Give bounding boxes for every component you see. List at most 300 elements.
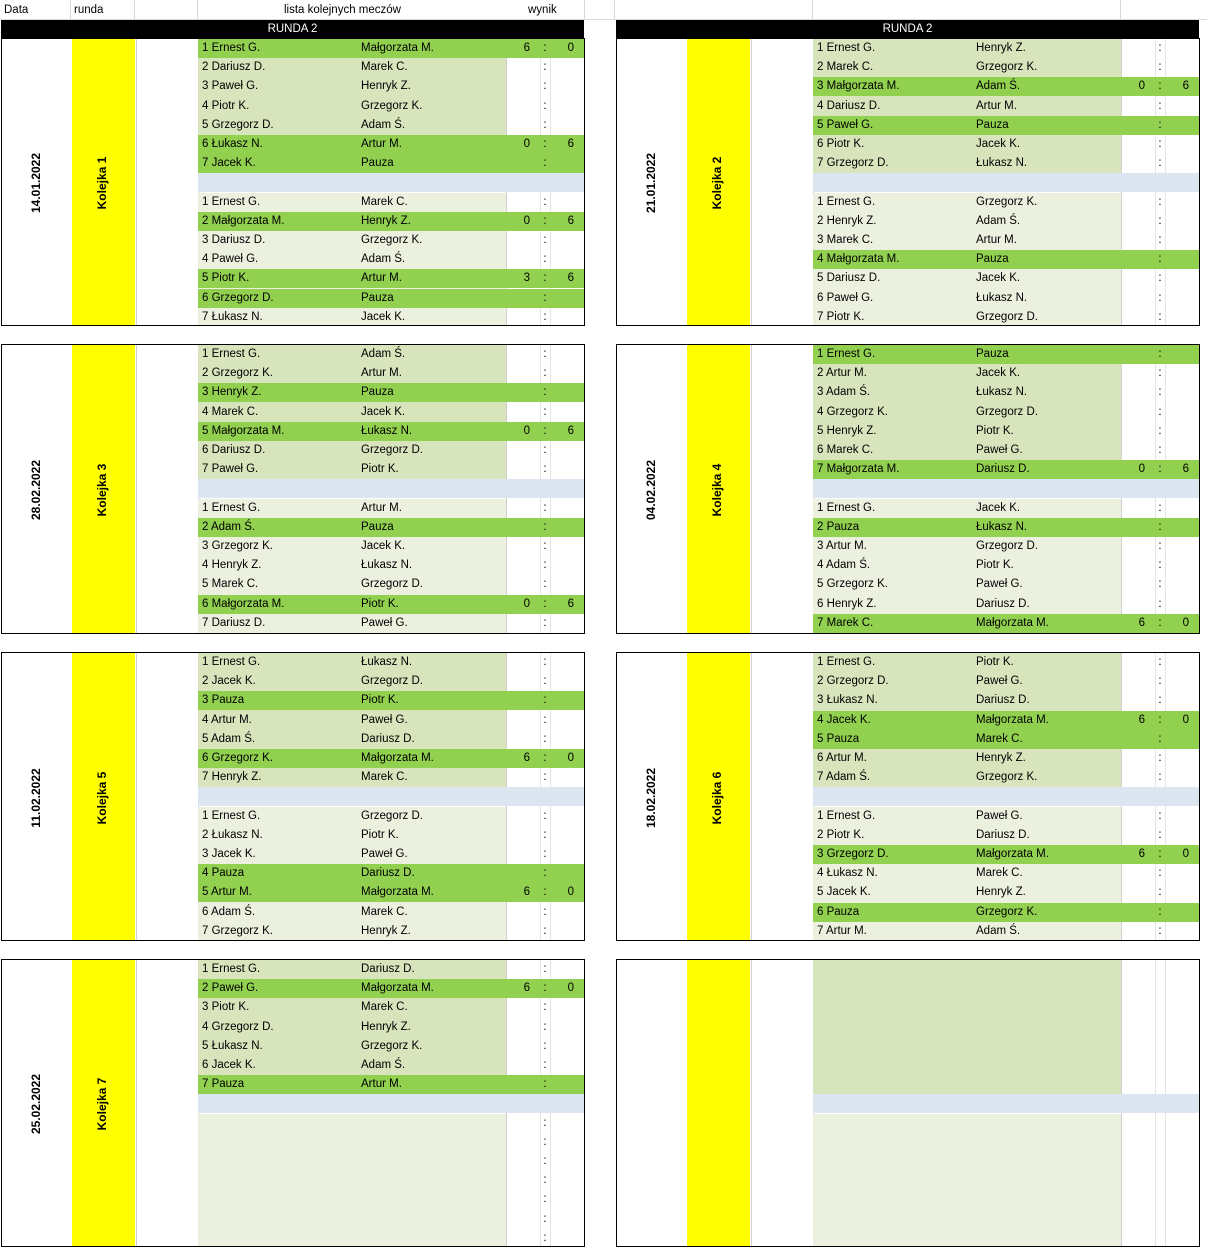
player-a: 6 Grzegorz K. bbox=[202, 752, 273, 764]
match-row[interactable] bbox=[198, 58, 585, 77]
player-b: Adam Ś. bbox=[361, 119, 406, 131]
match-row[interactable] bbox=[813, 154, 1200, 173]
player-a: 2 Artur M. bbox=[817, 367, 867, 379]
score-sep: : bbox=[543, 502, 547, 514]
player-a: 1 Ernest G. bbox=[817, 42, 876, 54]
score-sep: : bbox=[1158, 138, 1162, 150]
match-row[interactable] bbox=[813, 730, 1200, 749]
match-row[interactable] bbox=[198, 1133, 585, 1152]
player-b: Paweł G. bbox=[361, 848, 408, 860]
match-row[interactable] bbox=[813, 422, 1200, 441]
score-sep: : bbox=[543, 61, 547, 73]
match-row[interactable] bbox=[813, 1018, 1200, 1037]
match-row[interactable] bbox=[198, 1190, 585, 1209]
score-sep: : bbox=[543, 1155, 547, 1167]
match-row[interactable] bbox=[198, 903, 585, 922]
match-row[interactable] bbox=[198, 768, 585, 787]
match-row[interactable] bbox=[198, 1037, 585, 1056]
player-b: Pauza bbox=[976, 253, 1009, 265]
score-sep: : bbox=[543, 1001, 547, 1013]
score-home: 0 bbox=[1138, 463, 1145, 475]
player-b: Artur M. bbox=[361, 272, 402, 284]
score-sep: : bbox=[1158, 311, 1162, 323]
player-a: 3 Małgorzata M. bbox=[817, 80, 900, 92]
spacer-row bbox=[813, 479, 1200, 498]
player-b: Marek C. bbox=[361, 61, 408, 73]
player-a: 3 Pauza bbox=[202, 694, 245, 706]
score-sep: : bbox=[1158, 272, 1162, 284]
match-row[interactable] bbox=[813, 1152, 1200, 1171]
player-a: 7 Małgorzata M. bbox=[817, 463, 900, 475]
player-a: 1 Ernest G. bbox=[817, 196, 876, 208]
match-row[interactable] bbox=[198, 1114, 585, 1133]
schedule-panel bbox=[616, 344, 1200, 634]
match-row[interactable] bbox=[198, 922, 585, 941]
player-b: Jacek K. bbox=[976, 138, 1021, 150]
match-row[interactable] bbox=[813, 1133, 1200, 1152]
player-a: 3 Jacek K. bbox=[202, 848, 256, 860]
spacer-row bbox=[198, 787, 585, 806]
match-row[interactable] bbox=[198, 193, 585, 212]
spacer-row bbox=[813, 1094, 1200, 1113]
player-b: Łukasz N. bbox=[361, 656, 413, 668]
match-row[interactable] bbox=[198, 231, 585, 250]
match-row[interactable] bbox=[198, 116, 585, 135]
score-sep: : bbox=[1158, 810, 1162, 822]
player-b: Jacek K. bbox=[976, 367, 1021, 379]
score-away: 6 bbox=[1182, 463, 1189, 475]
score-home: 6 bbox=[523, 752, 530, 764]
score-sep: : bbox=[543, 1213, 547, 1225]
player-b: Grzegorz K. bbox=[976, 771, 1038, 783]
score-sep: : bbox=[1158, 867, 1162, 879]
match-row[interactable] bbox=[198, 212, 585, 231]
player-a: 4 Dariusz D. bbox=[817, 100, 881, 112]
score-sep: : bbox=[543, 656, 547, 668]
match-row[interactable] bbox=[813, 768, 1200, 787]
match-row[interactable] bbox=[198, 1056, 585, 1075]
match-row[interactable] bbox=[198, 730, 585, 749]
match-row[interactable] bbox=[198, 460, 585, 479]
match-row[interactable] bbox=[813, 826, 1200, 845]
player-a: 3 Artur M. bbox=[817, 540, 867, 552]
match-row[interactable] bbox=[813, 499, 1200, 518]
score-sep: : bbox=[543, 292, 547, 304]
match-row[interactable] bbox=[813, 691, 1200, 710]
match-row[interactable] bbox=[198, 308, 585, 326]
date-label: 11.02.2022 bbox=[29, 767, 43, 828]
player-a: 5 Paweł G. bbox=[817, 119, 874, 131]
match-row[interactable] bbox=[198, 383, 585, 402]
match-row[interactable] bbox=[813, 903, 1200, 922]
match-row[interactable] bbox=[813, 998, 1200, 1017]
match-row[interactable] bbox=[813, 979, 1200, 998]
score-away: 0 bbox=[567, 982, 574, 994]
score-home: 6 bbox=[523, 982, 530, 994]
grid-line bbox=[614, 0, 615, 20]
player-a: 6 Adam Ś. bbox=[202, 906, 256, 918]
column-line bbox=[136, 39, 137, 326]
player-a: 4 Adam Ś. bbox=[817, 559, 871, 571]
player-b: Grzegorz K. bbox=[976, 196, 1038, 208]
player-a: 3 Adam Ś. bbox=[817, 386, 871, 398]
match-row[interactable] bbox=[198, 518, 585, 537]
date-label: 28.02.2022 bbox=[29, 459, 43, 521]
player-b: Artur M. bbox=[976, 100, 1017, 112]
match-row[interactable] bbox=[198, 499, 585, 518]
player-a: 4 Grzegorz K. bbox=[817, 406, 888, 418]
match-row[interactable] bbox=[198, 422, 585, 441]
match-row[interactable] bbox=[813, 308, 1200, 326]
score-sep: : bbox=[543, 1059, 547, 1071]
match-row[interactable] bbox=[198, 998, 585, 1017]
header-data: Data bbox=[4, 4, 29, 16]
player-a: 5 Marek C. bbox=[202, 578, 259, 590]
player-b: Grzegorz K. bbox=[361, 100, 423, 112]
match-row[interactable] bbox=[198, 575, 585, 594]
match-row[interactable] bbox=[198, 250, 585, 269]
player-a: 5 Łukasz N. bbox=[202, 1040, 263, 1052]
score-sep: : bbox=[543, 406, 547, 418]
match-row[interactable] bbox=[198, 749, 585, 768]
match-row[interactable] bbox=[813, 193, 1200, 212]
player-b: Pauza bbox=[361, 521, 394, 533]
match-row[interactable] bbox=[813, 345, 1200, 364]
match-row[interactable] bbox=[813, 845, 1200, 864]
match-row[interactable] bbox=[198, 979, 585, 998]
match-row[interactable] bbox=[813, 749, 1200, 768]
match-row[interactable] bbox=[198, 289, 585, 308]
player-b: Adam Ś. bbox=[361, 253, 406, 265]
player-b: Małgorzata M. bbox=[361, 982, 434, 994]
match-row[interactable] bbox=[198, 135, 585, 154]
match-row[interactable] bbox=[198, 845, 585, 864]
match-row[interactable] bbox=[813, 711, 1200, 730]
kolejka-label: Kolejka 3 bbox=[95, 463, 109, 517]
player-a: 1 Ernest G. bbox=[202, 656, 261, 668]
player-b: Małgorzata M. bbox=[976, 617, 1049, 629]
match-row[interactable] bbox=[198, 364, 585, 383]
player-b: Grzegorz D. bbox=[976, 540, 1038, 552]
player-b: Grzegorz D. bbox=[361, 578, 423, 590]
match-row[interactable] bbox=[198, 269, 585, 288]
match-row[interactable] bbox=[813, 403, 1200, 422]
match-row[interactable] bbox=[813, 77, 1200, 96]
date-label bbox=[644, 1044, 660, 1164]
grid-line bbox=[584, 0, 585, 20]
kolejka-label: Kolejka 7 bbox=[95, 1077, 109, 1131]
player-a: 4 Artur M. bbox=[202, 714, 252, 726]
player-a: 2 Łukasz N. bbox=[202, 829, 263, 841]
player-b: Jacek K. bbox=[976, 272, 1021, 284]
grid-line bbox=[812, 0, 813, 20]
match-row[interactable] bbox=[198, 826, 585, 845]
match-row[interactable] bbox=[813, 97, 1200, 116]
player-b: Grzegorz K. bbox=[361, 1040, 423, 1052]
grid-line bbox=[70, 0, 71, 20]
player-a: 2 Adam Ś. bbox=[202, 521, 256, 533]
header-lista: lista kolejnych meczów bbox=[284, 4, 401, 16]
match-row[interactable] bbox=[813, 460, 1200, 479]
player-a: 4 Piotr K. bbox=[202, 100, 250, 112]
match-row[interactable] bbox=[813, 595, 1200, 614]
match-row[interactable] bbox=[813, 269, 1200, 288]
match-row[interactable] bbox=[813, 556, 1200, 575]
player-a: 5 Artur M. bbox=[202, 886, 252, 898]
grid-line bbox=[1120, 0, 1121, 20]
score-sep: : bbox=[543, 982, 547, 994]
match-row[interactable] bbox=[813, 1056, 1200, 1075]
match-row[interactable] bbox=[813, 250, 1200, 269]
match-row[interactable] bbox=[198, 672, 585, 691]
match-row[interactable] bbox=[813, 39, 1200, 58]
score-away: 0 bbox=[1182, 848, 1189, 860]
match-row[interactable] bbox=[813, 135, 1200, 154]
score-sep: : bbox=[543, 925, 547, 937]
player-a: 6 Paweł G. bbox=[817, 292, 874, 304]
score-sep: : bbox=[543, 540, 547, 552]
score-sep: : bbox=[543, 119, 547, 131]
player-a: 1 Ernest G. bbox=[202, 42, 261, 54]
player-b: Piotr K. bbox=[976, 559, 1014, 571]
player-b: Artur M. bbox=[361, 1078, 402, 1090]
match-row[interactable] bbox=[813, 1171, 1200, 1190]
score-sep: : bbox=[1158, 119, 1162, 131]
player-b: Artur M. bbox=[361, 502, 402, 514]
score-sep: : bbox=[1158, 386, 1162, 398]
player-a: 5 Henryk Z. bbox=[817, 425, 877, 437]
player-b: Paweł G. bbox=[976, 810, 1023, 822]
player-a: 5 Grzegorz K. bbox=[817, 578, 888, 590]
score-sep: : bbox=[1158, 559, 1162, 571]
player-b: Marek C. bbox=[976, 733, 1023, 745]
match-row[interactable] bbox=[198, 77, 585, 96]
match-row[interactable] bbox=[813, 1114, 1200, 1133]
spacer-row bbox=[198, 173, 585, 192]
score-sep: : bbox=[1158, 42, 1162, 54]
match-row[interactable] bbox=[198, 556, 585, 575]
score-sep: : bbox=[1158, 196, 1162, 208]
player-b: Dariusz D. bbox=[976, 598, 1030, 610]
match-row[interactable] bbox=[198, 97, 585, 116]
score-sep: : bbox=[543, 386, 547, 398]
match-row[interactable] bbox=[813, 212, 1200, 231]
score-sep: : bbox=[543, 215, 547, 227]
match-row[interactable] bbox=[198, 1075, 585, 1094]
match-row[interactable] bbox=[813, 441, 1200, 460]
match-row[interactable] bbox=[813, 575, 1200, 594]
match-row[interactable] bbox=[198, 1171, 585, 1190]
match-row[interactable] bbox=[198, 711, 585, 730]
player-a: 6 Grzegorz D. bbox=[202, 292, 274, 304]
match-row[interactable] bbox=[198, 653, 585, 672]
score-sep: : bbox=[543, 963, 547, 975]
player-b: Adam Ś. bbox=[976, 80, 1021, 92]
player-a: 7 Grzegorz D. bbox=[817, 157, 889, 169]
match-row[interactable] bbox=[813, 518, 1200, 537]
match-row[interactable] bbox=[813, 1075, 1200, 1094]
player-b: Małgorzata M. bbox=[361, 886, 434, 898]
score-away: 0 bbox=[1182, 714, 1189, 726]
player-a: 2 Pauza bbox=[817, 521, 860, 533]
player-b: Marek C. bbox=[361, 771, 408, 783]
match-row[interactable] bbox=[813, 116, 1200, 135]
score-sep: : bbox=[543, 311, 547, 323]
date-label: 04.02.2022 bbox=[644, 459, 658, 521]
score-sep: : bbox=[1158, 848, 1162, 860]
match-row[interactable] bbox=[813, 364, 1200, 383]
player-b: Grzegorz D. bbox=[976, 311, 1038, 323]
match-row[interactable] bbox=[198, 691, 585, 710]
match-row[interactable] bbox=[198, 1152, 585, 1171]
player-b: Piotr K. bbox=[976, 425, 1014, 437]
score-sep: : bbox=[1158, 367, 1162, 379]
match-row[interactable] bbox=[198, 614, 585, 633]
grid-line bbox=[197, 0, 198, 20]
match-row[interactable] bbox=[198, 1210, 585, 1229]
score-away: 6 bbox=[567, 138, 574, 150]
player-b: Dariusz D. bbox=[361, 867, 415, 879]
player-b: Marek C. bbox=[361, 906, 408, 918]
match-row[interactable] bbox=[198, 595, 585, 614]
schedule-panel bbox=[1, 344, 585, 634]
player-a: 4 Grzegorz D. bbox=[202, 1021, 274, 1033]
schedule-panel bbox=[1, 959, 585, 1247]
player-a: 7 Jacek K. bbox=[202, 157, 256, 169]
score-sep: : bbox=[543, 1232, 547, 1244]
match-row[interactable] bbox=[813, 1190, 1200, 1209]
player-b: Łukasz N. bbox=[976, 157, 1028, 169]
player-a: 7 Adam Ś. bbox=[817, 771, 871, 783]
score-sep: : bbox=[543, 463, 547, 475]
score-sep: : bbox=[543, 848, 547, 860]
score-sep: : bbox=[1158, 886, 1162, 898]
date-label: 25.02.2022 bbox=[29, 1073, 43, 1135]
score-sep: : bbox=[1158, 925, 1162, 937]
match-row[interactable] bbox=[813, 58, 1200, 77]
grid-line bbox=[134, 0, 135, 20]
score-sep: : bbox=[543, 157, 547, 169]
match-row[interactable] bbox=[813, 1037, 1200, 1056]
score-away: 6 bbox=[567, 425, 574, 437]
player-b: Piotr K. bbox=[361, 463, 399, 475]
player-b: Dariusz D. bbox=[976, 463, 1030, 475]
header-runda: runda bbox=[74, 4, 104, 16]
match-row[interactable] bbox=[813, 1210, 1200, 1229]
match-row[interactable] bbox=[198, 883, 585, 902]
score-sep: : bbox=[1158, 656, 1162, 668]
match-row[interactable] bbox=[198, 1018, 585, 1037]
schedule-panel bbox=[616, 38, 1200, 326]
match-row[interactable] bbox=[198, 441, 585, 460]
match-row[interactable] bbox=[813, 537, 1200, 556]
player-a: 2 Grzegorz D. bbox=[817, 675, 889, 687]
player-a: 3 Paweł G. bbox=[202, 80, 259, 92]
match-row[interactable] bbox=[813, 883, 1200, 902]
player-a: 7 Paweł G. bbox=[202, 463, 259, 475]
match-row[interactable] bbox=[198, 807, 585, 826]
player-b: Henryk Z. bbox=[361, 215, 411, 227]
match-row[interactable] bbox=[813, 672, 1200, 691]
player-b: Pauza bbox=[976, 348, 1009, 360]
score-sep: : bbox=[543, 234, 547, 246]
player-a: 3 Marek C. bbox=[817, 234, 874, 246]
score-sep: : bbox=[1158, 348, 1162, 360]
score-home: 0 bbox=[523, 598, 530, 610]
kolejka-label: Kolejka 5 bbox=[95, 771, 109, 824]
score-sep: : bbox=[543, 694, 547, 706]
score-sep: : bbox=[543, 1078, 547, 1090]
player-a: 5 Adam Ś. bbox=[202, 733, 256, 745]
match-row[interactable] bbox=[813, 289, 1200, 308]
match-row[interactable] bbox=[198, 39, 585, 58]
player-a: 6 Łukasz N. bbox=[202, 138, 263, 150]
score-away: 0 bbox=[567, 886, 574, 898]
player-a: 4 Marek C. bbox=[202, 406, 259, 418]
score-home: 6 bbox=[523, 42, 530, 54]
match-row[interactable] bbox=[813, 864, 1200, 883]
match-row[interactable] bbox=[198, 537, 585, 556]
score-home: 6 bbox=[523, 886, 530, 898]
match-row[interactable] bbox=[198, 154, 585, 173]
column-line bbox=[136, 653, 137, 941]
player-b: Henryk Z. bbox=[976, 752, 1026, 764]
player-a: 1 Ernest G. bbox=[202, 348, 261, 360]
column-line bbox=[751, 960, 752, 1247]
player-b: Grzegorz K. bbox=[361, 234, 423, 246]
player-a: 1 Ernest G. bbox=[202, 196, 261, 208]
match-row[interactable] bbox=[813, 960, 1200, 979]
match-row[interactable] bbox=[813, 614, 1200, 633]
match-row[interactable] bbox=[198, 960, 585, 979]
player-b: Artur M. bbox=[361, 367, 402, 379]
match-row[interactable] bbox=[813, 1229, 1200, 1247]
score-sep: : bbox=[543, 1174, 547, 1186]
match-row[interactable] bbox=[813, 383, 1200, 402]
kolejka-label: Kolejka 1 bbox=[95, 156, 109, 210]
match-row[interactable] bbox=[813, 807, 1200, 826]
score-sep: : bbox=[543, 578, 547, 590]
score-sep: : bbox=[1158, 752, 1162, 764]
column-line bbox=[136, 960, 137, 1247]
player-b: Pauza bbox=[976, 119, 1009, 131]
match-row[interactable] bbox=[813, 653, 1200, 672]
spacer-row bbox=[813, 787, 1200, 806]
match-row[interactable] bbox=[198, 1229, 585, 1247]
player-b: Jacek K. bbox=[361, 311, 406, 323]
score-sep: : bbox=[1158, 829, 1162, 841]
match-row[interactable] bbox=[198, 403, 585, 422]
match-row[interactable] bbox=[813, 922, 1200, 941]
score-sep: : bbox=[543, 752, 547, 764]
match-row[interactable] bbox=[198, 345, 585, 364]
player-b: Grzegorz D. bbox=[361, 675, 423, 687]
score-away: 6 bbox=[1182, 80, 1189, 92]
player-a: 3 Dariusz D. bbox=[202, 234, 266, 246]
match-row[interactable] bbox=[198, 864, 585, 883]
player-b: Grzegorz D. bbox=[361, 810, 423, 822]
score-sep: : bbox=[543, 42, 547, 54]
player-b: Henryk Z. bbox=[976, 42, 1026, 54]
match-row[interactable] bbox=[813, 231, 1200, 250]
score-sep: : bbox=[543, 906, 547, 918]
score-sep: : bbox=[543, 714, 547, 726]
player-a: 6 Henryk Z. bbox=[817, 598, 877, 610]
player-a: 3 Łukasz N. bbox=[817, 694, 878, 706]
score-sep: : bbox=[543, 100, 547, 112]
score-sep: : bbox=[1158, 675, 1162, 687]
player-b: Piotr K. bbox=[361, 829, 399, 841]
